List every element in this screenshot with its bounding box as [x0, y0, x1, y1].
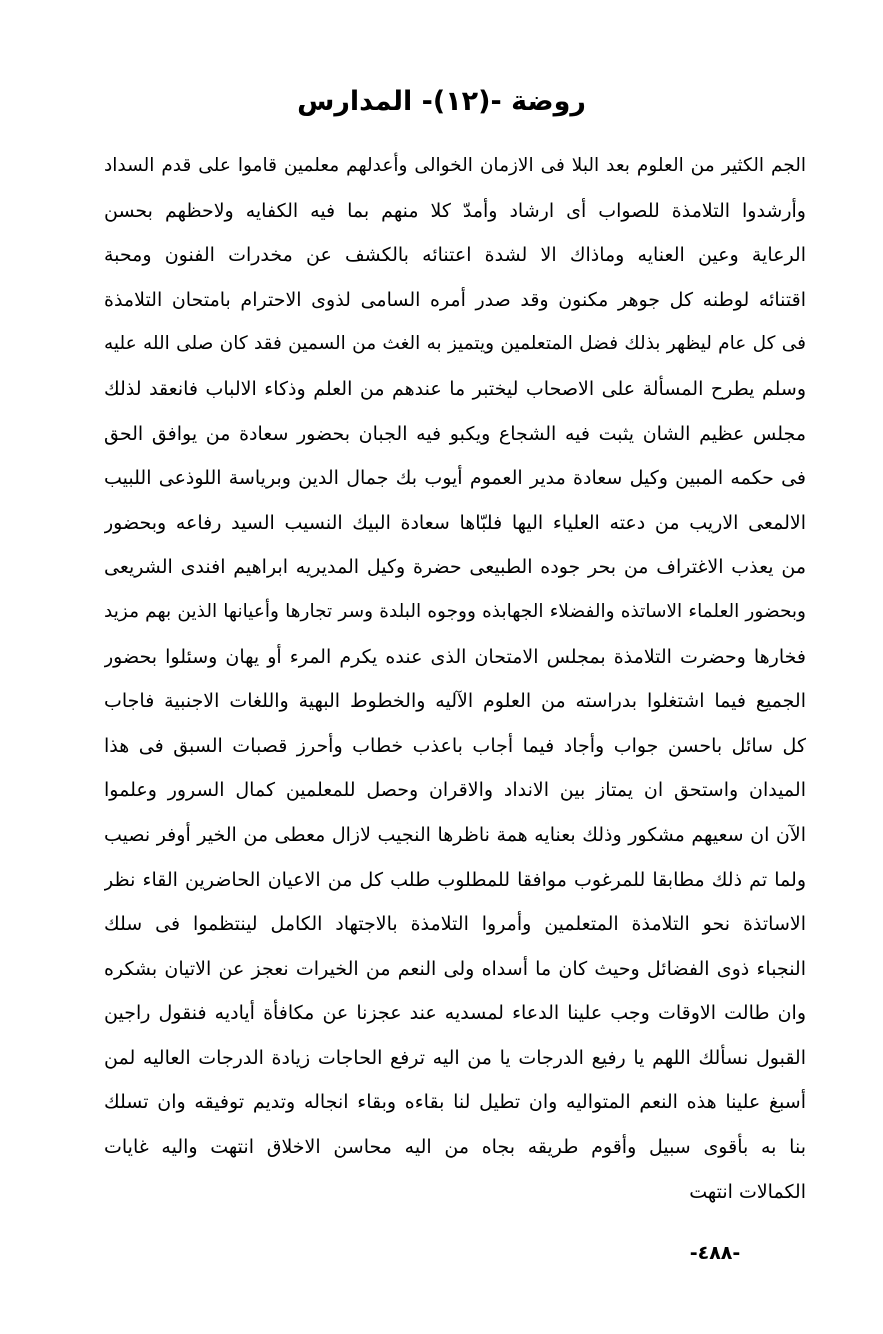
- text-line: الكمالات انتهت: [689, 1180, 806, 1203]
- text-line: فخارها وحضرت التلامذة بمجلس الامتحان الذى عنده يكرم المرء أو يهان وسئلوا بحضور: [104, 645, 806, 668]
- text-line: بنا به بأقوى سبيل وأقوم طريقه بجاه من اليه محاسن الاخلاق انتهت واليه غايات: [104, 1136, 806, 1159]
- text-line: الآن ان سعيهم مشكور وذلك بعنايه همة ناظرها النجيب لازال معطى من الخير أوفر نصيب: [104, 823, 806, 846]
- text-line: مجلس عظيم الشان يثبت فيه الشجاع ويكبو فيه الجبان بحضور سعادة من يوافق الحق: [104, 422, 806, 445]
- page-number: -٤٨٨-: [689, 1242, 741, 1264]
- text-line: وسلم يطرح المسألة على الاصحاب ليختبر ما عندهم من العلم وذكاء الالباب فانعقد لذلك: [104, 377, 806, 400]
- page-title: روضة -(١٢)- المدارس: [297, 86, 586, 117]
- text-line: النجباء ذوى الفضائل وحيث كان ما أسداه ولى النعم من الخيرات نعجز عن الاتيان بشكره: [104, 957, 806, 980]
- text-line: الرعاية وعين العنايه وماذاك الا لشدة اعتنائه بالكشف عن مخدرات الفنون ومحبة: [104, 244, 806, 267]
- text-line: اقتنائه لوطنه كل جوهر مكنون وقد صدر أمره السامى لذوى الاحترام بامتحان التلامذة: [104, 288, 806, 311]
- text-line: الاساتذة نحو التلامذة المتعلمين وأمروا التلامذة بالاجتهاد الكامل لينتظموا فى سلك: [104, 913, 806, 936]
- text-line: الجميع فيما اشتغلوا بدراسته من العلوم الآليه والخطوط البهية واللغات الاجنبية فاجاب: [104, 690, 806, 713]
- text-line: فى كل عام ليظهر بذلك فضل المتعلمين ويتميز به الغث من السمين فقد كان صلى الله عليه: [104, 333, 806, 355]
- text-line: وان طالت الاوقات وجب علينا الدعاء لمسديه عند عجزنا عن مكافأة أياديه فنقول راجين: [104, 1002, 806, 1025]
- text-line: الجم الكثير من العلوم بعد البلا فى الازمان الخوالى وأعدلهم معلمين قاموا على قدم السداد: [104, 155, 806, 176]
- text-line: وبحضور العلماء الاساتذه والفضلاء الجهابذه ووجوه البلدة وسر تجارها وأعيانها الذين بهم مزيد: [104, 600, 806, 622]
- text-line: وأرشدوا التلامذة للصواب أى ارشاد وأمدّ كلا منهم بما فيه الكفايه ولاحظهم بحسن: [104, 199, 806, 222]
- text-line: ولما تم ذلك مطابقا للمرغوب موافقا للمطلوب طلب كل من الاعيان الحاضرين القاء نظر: [104, 868, 806, 891]
- text-line: من يعذب الاغتراف من بحر جوده الطبيعى حضرة وكيل المديريه ابراهيم افندى الشريعى: [104, 556, 806, 579]
- text-line: فى حكمه المبين وكيل سعادة مدير العموم أيوب بك جمال الدين وبرياسة اللوذعى اللبيب: [104, 467, 806, 490]
- text-line: القبول نسألك اللهم يا رفيع الدرجات يا من اليه ترفع الحاجات زيادة الدرجات العاليه لمن: [104, 1046, 806, 1069]
- body-text: [104, 144, 806, 1214]
- text-line: الميدان واستحق ان يمتاز بين الانداد والاقران وحصل للمعلمين كمال السرور وعلموا: [104, 779, 806, 802]
- text-line: الالمعى الاريب من دعته العلياء اليها فلبّاها سعادة البيك النسيب السيد رفاعه وبحضور: [104, 511, 806, 534]
- text-line: أسبغ علينا هذه النعم المتواليه وان تطيل لنا بقاءه وبقاء انجاله وتديم توفيقه وان تسلك: [104, 1091, 806, 1114]
- text-line: كل سائل باحسن جواب وأجاد فيما أجاب باعذب خطاب وأحرز قصبات السبق فى هذا: [104, 734, 806, 757]
